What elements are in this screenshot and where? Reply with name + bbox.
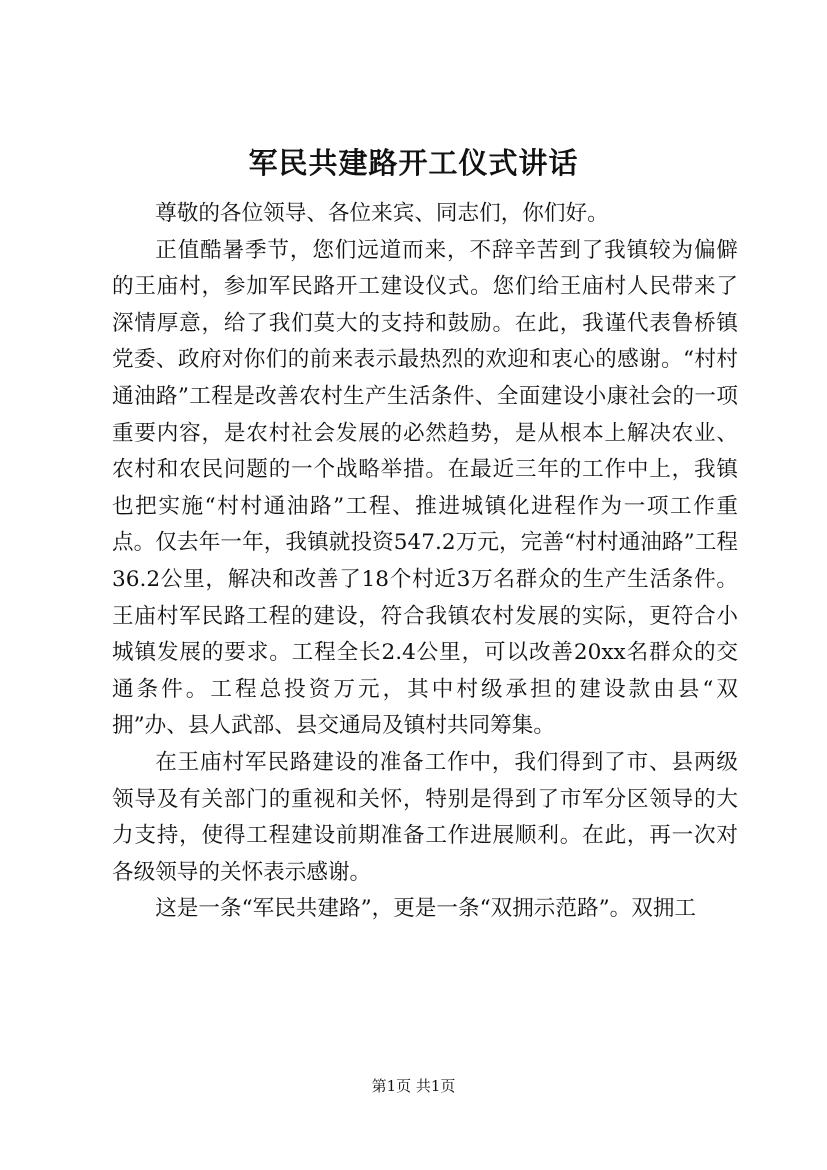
paragraph-greeting: 尊敬的各位领导、各位来宾、同志们，你们好。 <box>155 201 609 226</box>
paragraph-thanks: 在王庙村军民路建设的准备工作中，我们得到了市、县两级领导及有关部门的重视和关怀，特别是得到了市军分区领导的大力支持，使得工程建设前期准备工作进展顺利。在此，再一次对各级领导的关怀表示感谢。 <box>112 749 738 885</box>
document-body <box>112 196 738 928</box>
page-footer: 第1页 共1页 <box>371 1077 456 1095</box>
paragraph-project-overview: 正值酷暑季节，您们远道而来，不辞辛苦到了我镇较为偏僻的王庙村，参加军民路开工建设仪式。您们给王庙村人民带来了深情厚意，给了我们莫大的支持和鼓励。在此，我谨代表鲁桥镇党委、政府对你们的前来表示最热烈的欢迎和衷心的感谢。“村村通油路”工程是改善农村生产生活条件、全面建设小康社会的一项重要内容，是农村社会发展的必然趋势，是从根本上解决农业、农村和农民问题的一个战略举措。在最近三年的工作中上，我镇也把实施“村村通油路”工程、推进城镇化进程作为一项工作重点。仅去年一年，我镇就投资547.2万元，完善“村村通油路”工程36.2公里，解决和改善了18个村近3万名群众的生产生活条件。王庙村军民路工程的建设，符合我镇农村发展的实际，更符合小城镇发展的要求。工程全长2.4公里，可以改善20xx名群众的交通条件。工程总投资万元，其中村级承担的建设款由县“双拥”办、县人武部、县交通局及镇村共同筹集。 <box>112 237 738 739</box>
paragraph-road-significance: 这是一条“军民共建路”，更是一条“双拥示范路”。双拥工 <box>155 896 697 922</box>
document-title: 军民共建路开工仪式讲话 <box>248 146 579 180</box>
